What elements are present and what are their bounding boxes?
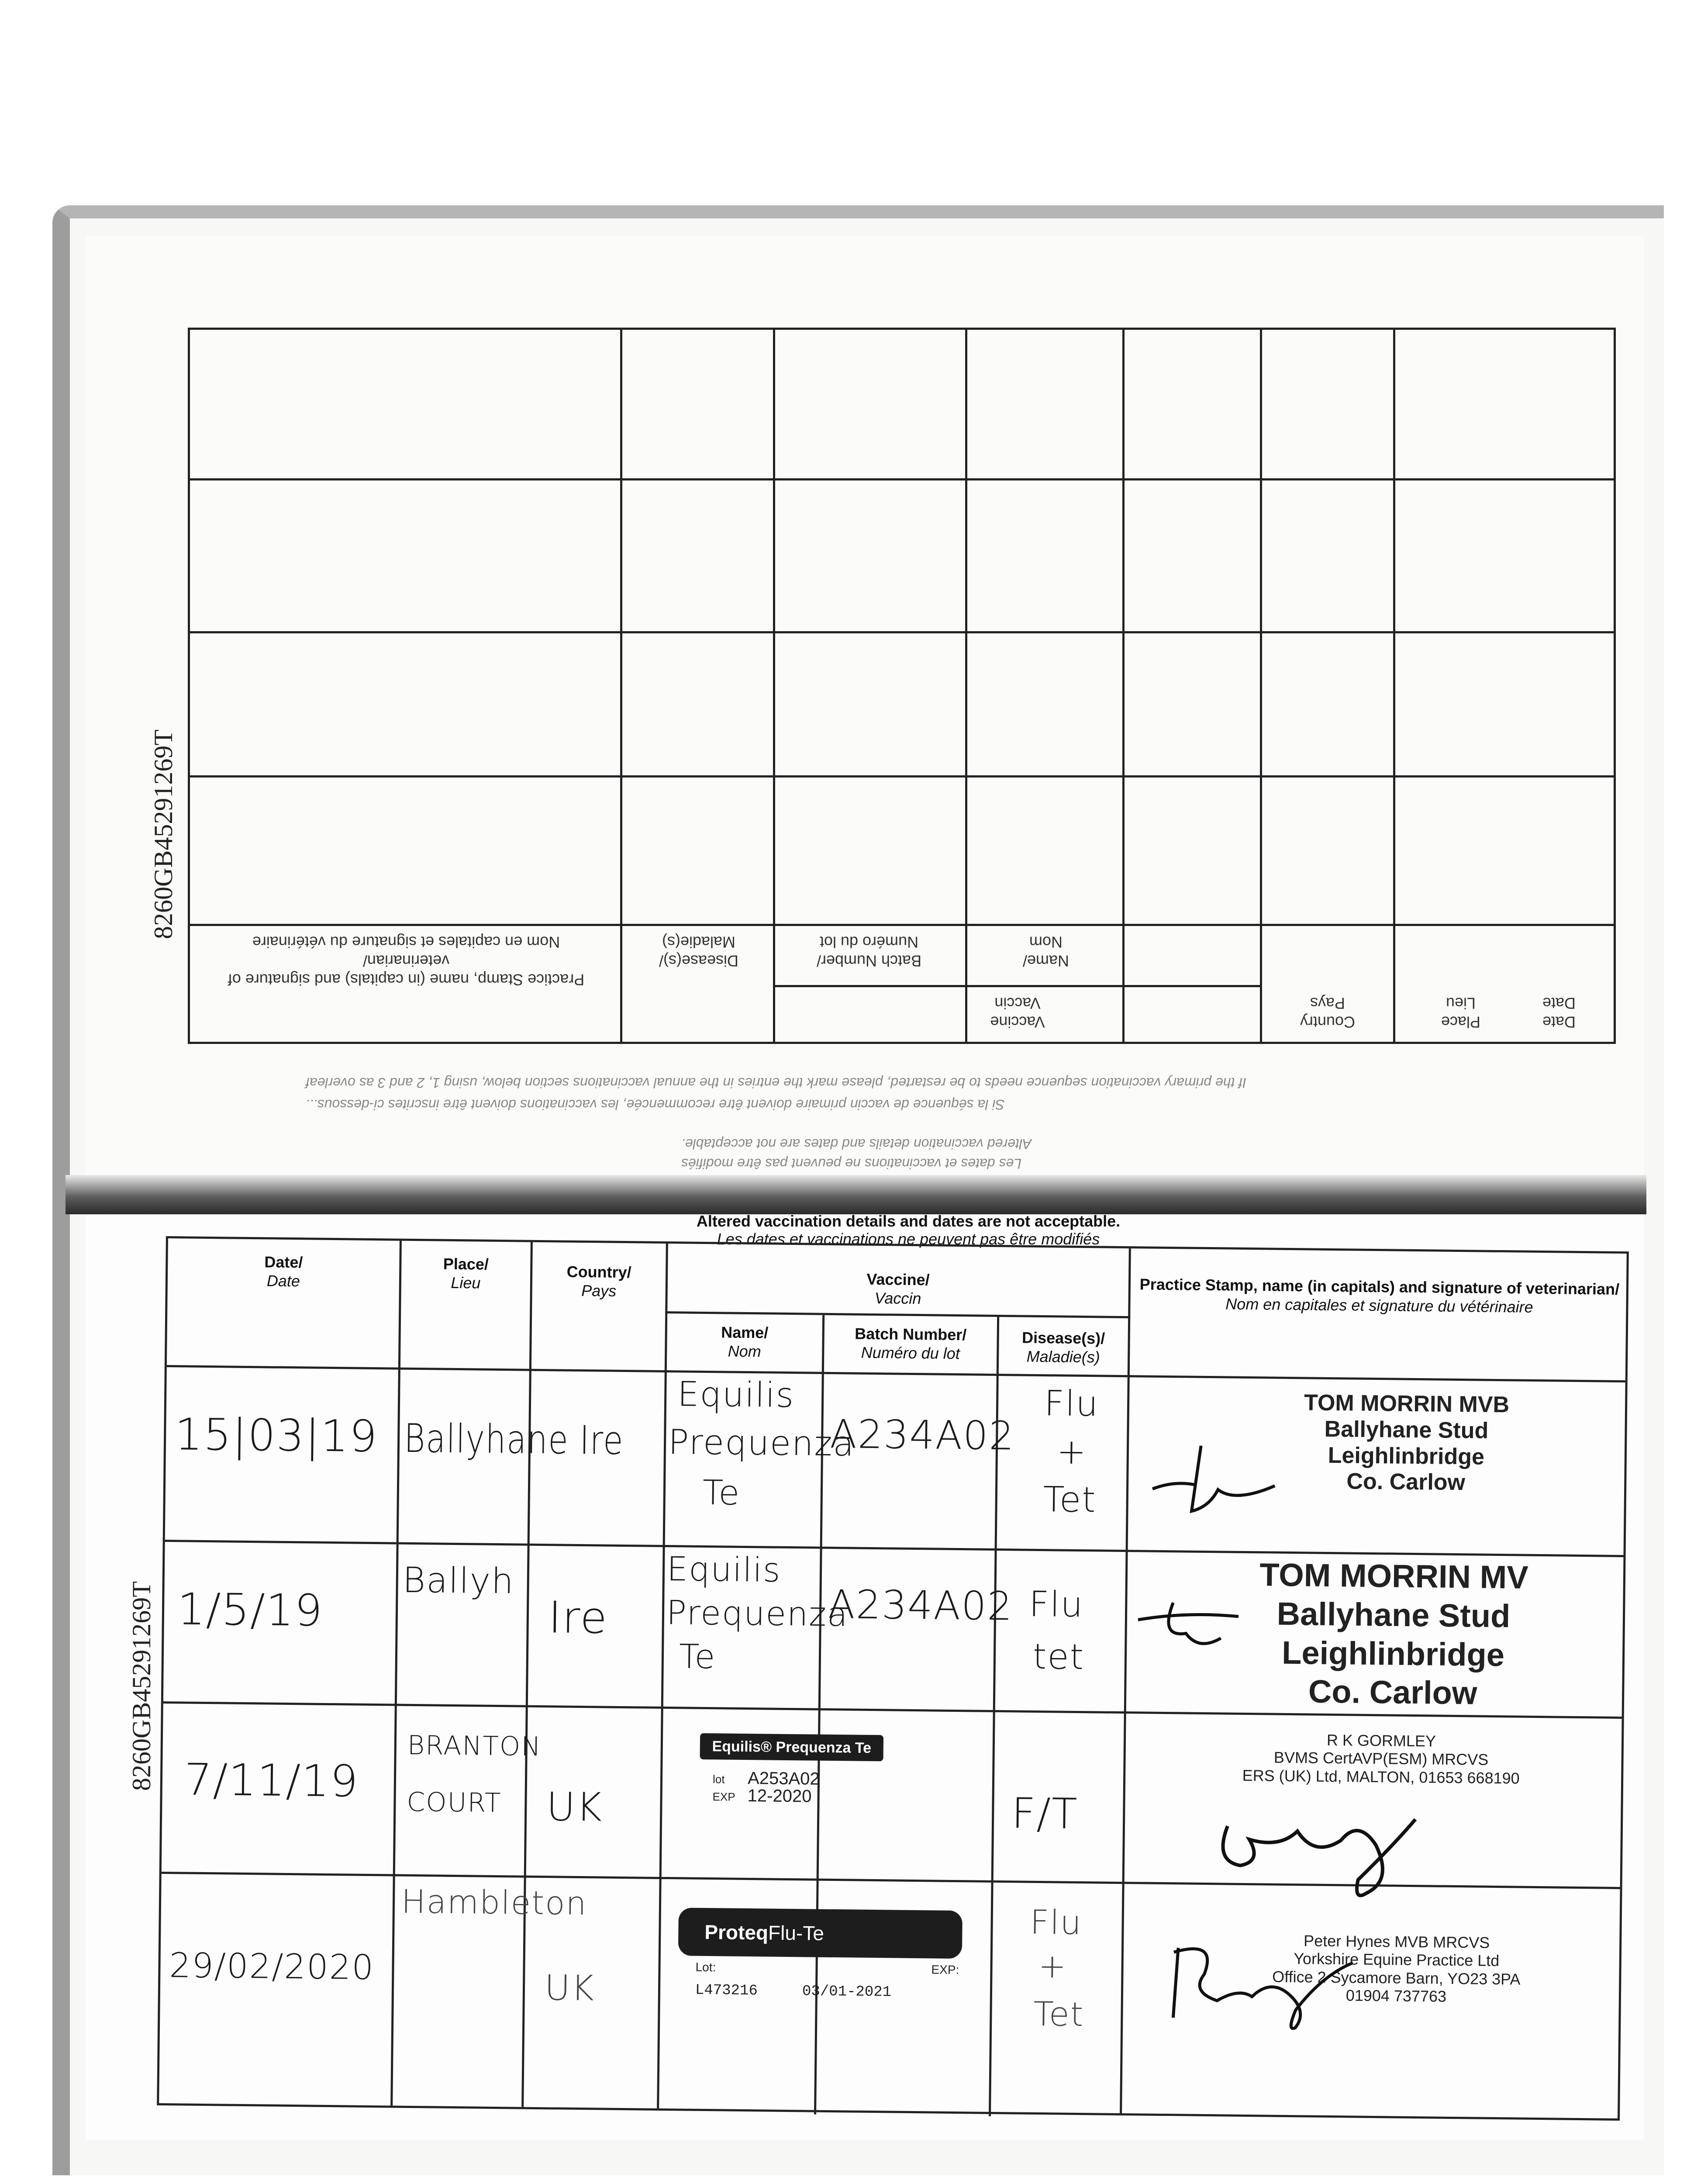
row4-exp-prefix: EXP: [931,1963,959,1977]
row1-signature [1148,1437,1280,1525]
upper-header-name: Name/ Nom [1022,933,1069,970]
row3-vaccine-label: Equilis® Prequenza Te [700,1733,884,1761]
upper-header-vaccine: Vaccine Vaccin [990,994,1045,1031]
upper-notice-1: Altered vaccination details and dates are not acceptable. [681,1136,1032,1152]
row1-vaccine-line3: Te [702,1473,741,1513]
upper-header-stamp: Practice Stamp, name (in capitals) and signature of veterinarian/ Nom en capitales et signature du vétérinaire [228,933,585,989]
row1-place: Ballyhane Ire [404,1415,624,1464]
upper-header-date: Date Date [1542,994,1576,1031]
row3-disease: F/T [1011,1789,1079,1838]
upper-vaccination-table [188,328,1616,1044]
row2-disease-line2: tet [1032,1636,1085,1678]
row2-practice-stamp: TOM MORRIN MV Ballyhane Stud Leighlinbridge Co. Carlow [1259,1556,1529,1711]
row2-disease-line1: Flu [1028,1583,1084,1625]
vaccination-table [157,1236,1629,2121]
row1-disease-line3: Tet [1043,1479,1097,1521]
notice-line-en: Altered vaccination details and dates are not acceptable. [696,1212,1121,1230]
row4-exp: 03/01-2021 [802,1983,892,2001]
row4-place: Hambleton [401,1883,587,1923]
notice-line-fr: Les dates et vaccinations ne peuvent pas être modifiés [717,1230,1100,1248]
upper-header-batch: Batch Number/ Numéro du lot [816,933,922,970]
row2-place: Ballyh [402,1559,515,1602]
row2-signature [1133,1585,1248,1665]
header-stamp: Practice Stamp, name (in capitals) and signature of veterinarian/ Nom en capitales et signature du vétérinaire [1139,1275,1620,1316]
row2-country: Ire [548,1592,608,1644]
row1-practice-stamp: TOM MORRIN MVB Ballyhane Stud Leighlinbridge Co. Carlow [1304,1390,1510,1496]
upper-notice-2: Les dates et vaccinations ne peuvent pas être modifiés [681,1156,1022,1171]
row4-date: 29/02/2020 [169,1946,375,1988]
row4-lot: L473216 [695,1982,758,2000]
row3-signature [1209,1791,1438,1907]
upper-header-disease: Disease(s)/ Maladie(s) [659,933,739,970]
row3-place-line2: COURT [407,1787,502,1819]
row3-exp-prefix: EXP [712,1790,735,1804]
header-place: Place/ Lieu [443,1254,489,1292]
row1-vaccine-line2: Prequenza [668,1423,855,1464]
row3-date: 7/11/19 [184,1754,359,1807]
row2-vaccine-line2: Prequenza [666,1593,849,1634]
row3-practice-stamp: R K GORMLEY BVMS CertAVP(ESM) MRCVS ERS (UK) Ltd, MALTON, 01653 668190 [1242,1731,1520,1787]
row4-practice-stamp: Peter Hynes MVB MRCVS Yorkshire Equine Practice Ltd Office 2 Sycamore Barn, YO23 3PA 01904 737763 [1272,1932,1521,2005]
row4-vaccine-label: ProteqFlu-Te [678,1908,963,1959]
header-vaccine: Vaccine/ Vaccin [866,1270,930,1308]
row3-place-line1: BRANTON [407,1730,542,1762]
row2-vaccine-line1: Equilis [666,1549,781,1590]
row1-disease-line1: Flu [1044,1383,1099,1424]
row3-country: UK [546,1784,603,1831]
row3-lot: A253A02 [747,1769,820,1789]
row1-disease-line2: + [1056,1431,1087,1472]
row4-signature [1164,1921,1366,2037]
row2-vaccine-line3: Te [679,1637,716,1676]
upper-header-place: Place Lieu [1441,994,1481,1031]
row1-date: 15|03|19 [174,1409,378,1462]
header-disease: Disease(s)/ Maladie(s) [1021,1328,1105,1366]
row2-batch: A234A02 [828,1581,1014,1630]
header-date: Date/ Date [264,1253,303,1290]
row4-disease-line2: + [1038,1946,1067,1986]
upper-notice-3: If the primary vaccination sequence needs to be restarted, please mark the entries in the annual vaccinations section below, using 1, 2 and 3 as overleaf [306,1075,1247,1091]
header-country: Country/ Pays [566,1262,631,1300]
upper-notice-4: Si la séquence de vaccin primaire doivent être recommencée, les vaccinations doivent être inscrites ci-dessous... [306,1097,1005,1113]
row1-batch: A234A02 [829,1411,1015,1459]
row4-country: UK [544,1967,595,2009]
passport-id-lower: 8260GB45291269T [127,1581,156,1791]
header-name: Name/ Nom [721,1323,769,1361]
passport-id-upper: 8260GB45291269T [149,729,178,939]
row4-disease-line1: Flu [1030,1902,1083,1942]
row2-date: 1/5/19 [177,1583,324,1636]
row4-disease-line3: Tet [1033,1994,1085,2034]
upper-header-country: Country Pays [1300,994,1356,1031]
row3-lot-prefix: lot [712,1773,725,1786]
header-batch: Batch Number/ Numéro du lot [855,1324,967,1363]
row1-vaccine-line1: Equilis [677,1375,795,1416]
row4-lot-prefix: Lot: [695,1960,716,1974]
page-fold-shadow [66,1175,1646,1214]
row3-exp: 12-2020 [747,1786,812,1806]
